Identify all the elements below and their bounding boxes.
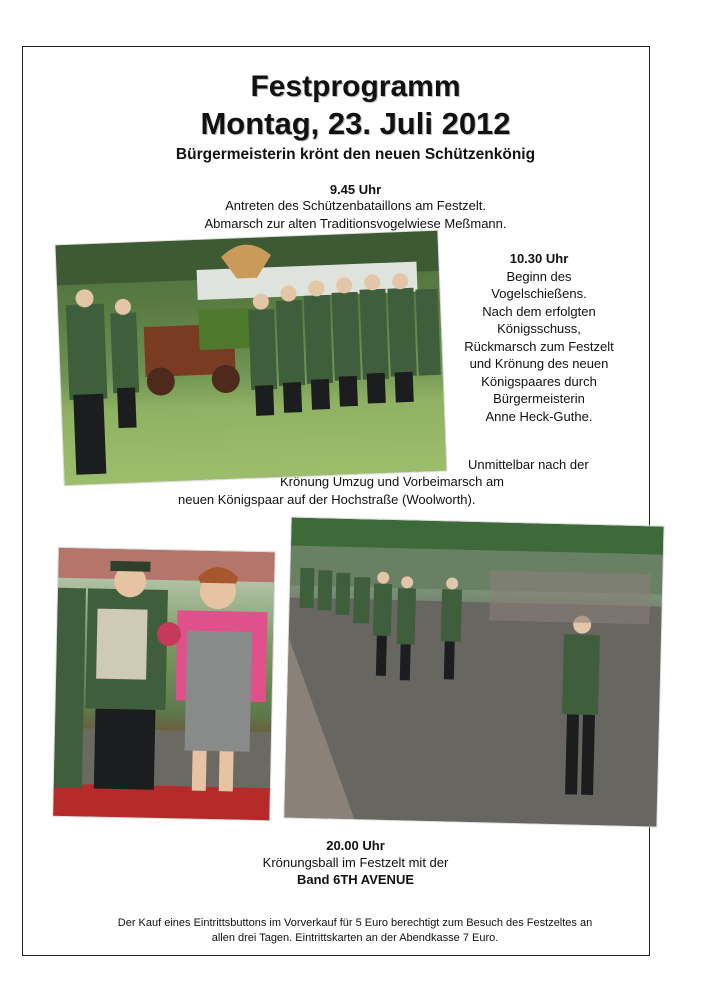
event-parade-line2: Krönung Umzug und Vorbeimarsch am [280,474,505,489]
page-date-title: Montag, 23. Juli 2012 [200,106,511,141]
photo-royal-couple [53,548,275,820]
event-1030-line: Bürgermeisterin [493,391,585,406]
event-band-name: Band 6TH AVENUE [296,872,414,887]
ticket-info [70,916,640,946]
event-text-0945-line2: Abmarsch zur alten Traditionsvogelwiese Meßmann. [204,216,507,231]
ticket-info-line1: Der Kauf eines Eintrittsbuttons im Vorverkauf für 5 Euro berechtigt zum Besuch des Festzeltes an [117,917,593,929]
event-1030-line: Rückmarsch zum Festzelt [464,338,614,354]
event-time-1030: 10.30 Uhr [509,251,569,266]
page-title: Festprogramm [250,70,461,103]
event-1030-block [448,250,630,425]
event-parade-line3: neuen Königspaar auf der Hochstraße (Woolworth). [178,492,476,507]
event-1030-line: und Krönung des neuen [469,356,609,371]
photo-marksmen-meadow [56,231,447,485]
photo-street-parade [284,518,663,827]
event-1030-line: Beginn des [506,268,572,284]
event-text-2000-line1: Krönungsball im Festzelt mit der [262,855,449,870]
event-time-2000: 20.00 Uhr [326,838,385,853]
event-1030-line: Anne Heck-Guthe. [485,408,593,424]
event-1030-line: Königsschuss, [497,321,581,336]
event-text-0945-line1: Antreten des Schützenbataillons am Festzelt. [225,198,486,213]
event-1030-line: Königspaares durch [481,373,597,389]
event-time-0945: 9.45 Uhr [329,182,382,197]
event-1030-line: Nach dem erfolgten [482,303,596,319]
event-1030-line: Vogelschießens. [491,286,587,301]
page-subtitle: Bürgermeisterin krönt den neuen Schützenkönig [175,146,536,163]
ticket-info-line2: allen drei Tagen. Eintrittskarten an der Abendkasse 7 Euro. [211,932,499,944]
event-parade-line1: Unmittelbar nach der [468,457,589,472]
